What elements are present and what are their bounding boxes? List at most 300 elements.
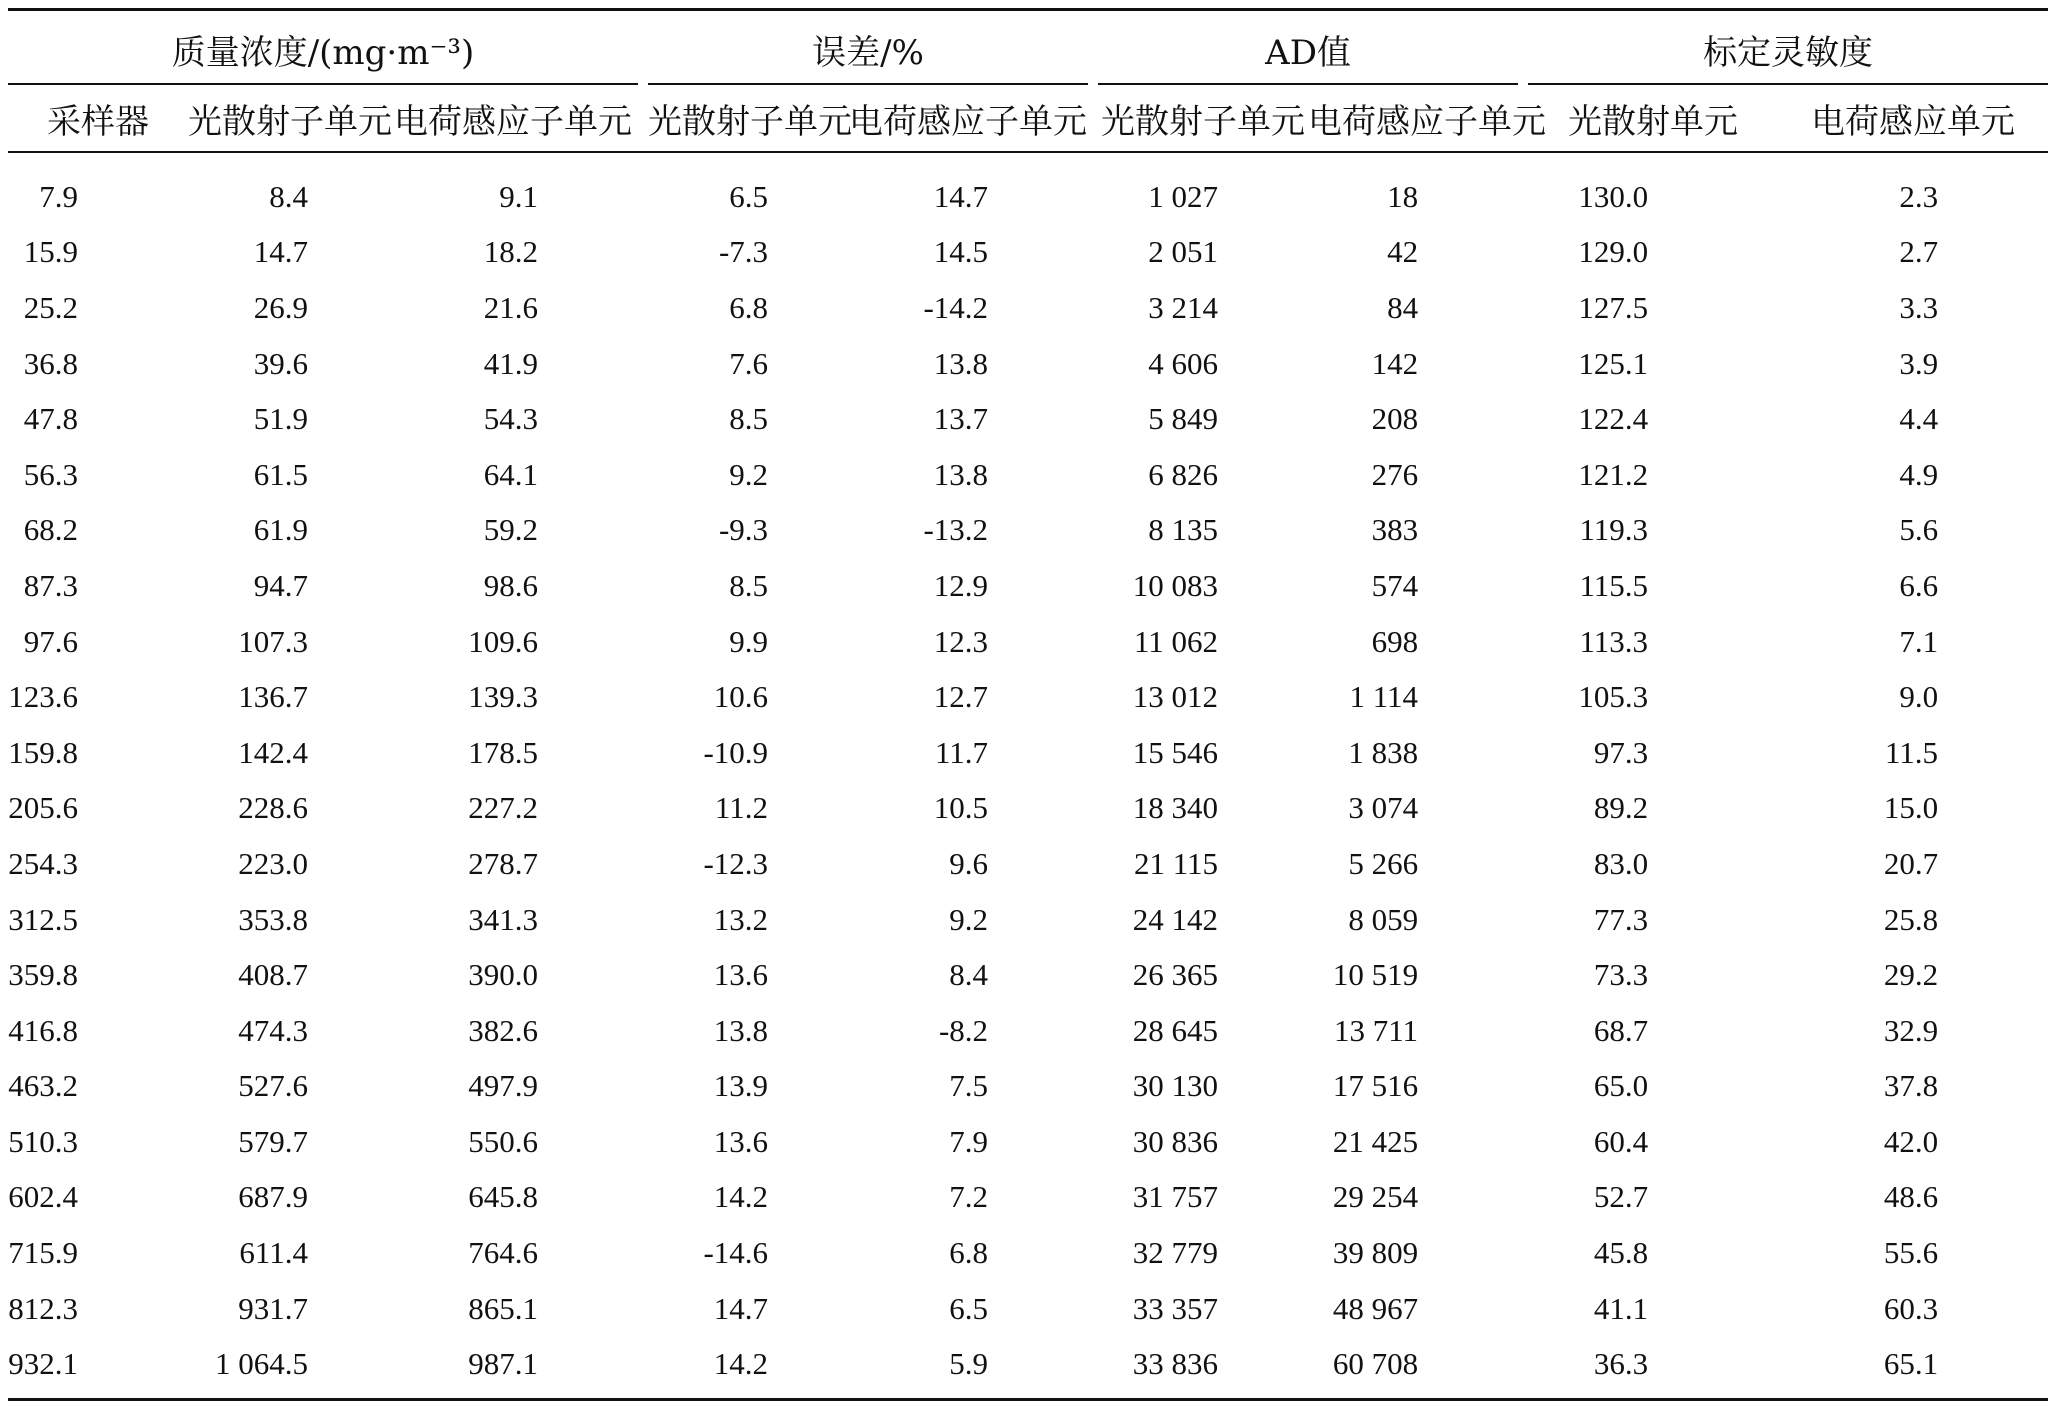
table-cell: 228.6 bbox=[238, 790, 308, 826]
group-header-calibration-sensitivity: 标定灵敏度 bbox=[1528, 10, 2048, 85]
table-cell: 497.9 bbox=[468, 1068, 539, 1104]
column-gap bbox=[1088, 1114, 1098, 1170]
table-cell: -13.2 bbox=[923, 512, 989, 548]
table-cell: 33 836 bbox=[1098, 1336, 1308, 1399]
table-cell: 3 214 bbox=[1148, 289, 1219, 325]
table-cell: 1 838 bbox=[1348, 734, 1419, 770]
table-cell: 18.2 bbox=[483, 234, 539, 270]
table-cell: 123.6 bbox=[8, 679, 78, 715]
table-cell: 602.4 bbox=[8, 1179, 78, 1215]
column-gap bbox=[638, 614, 648, 670]
table-cell: 2 051 bbox=[1148, 234, 1219, 270]
column-gap bbox=[638, 725, 648, 781]
table-cell: 11 062 bbox=[1133, 623, 1219, 659]
column-gap bbox=[638, 391, 648, 447]
table-cell: 416.8 bbox=[8, 1012, 78, 1048]
table-cell: 9.9 bbox=[729, 623, 769, 659]
table-cell: 45.8 bbox=[1593, 1235, 1649, 1271]
table-body bbox=[8, 152, 2048, 1400]
table-row bbox=[8, 1003, 2048, 1059]
table-cell: -7.3 bbox=[718, 234, 769, 270]
table-cell: 14.7 bbox=[253, 234, 308, 270]
group-header-row bbox=[8, 10, 2048, 85]
column-gap bbox=[1518, 614, 1528, 670]
table-cell: 5 266 bbox=[1348, 845, 1419, 881]
table-cell: 14.2 bbox=[648, 1336, 848, 1399]
table-cell: 41.1 bbox=[1593, 1290, 1649, 1326]
column-gap bbox=[1088, 152, 1098, 225]
table-cell: 687.9 bbox=[238, 1179, 308, 1215]
sub-header-ad-charge-induction: 电荷感应子单元 bbox=[1308, 84, 1518, 152]
table-row bbox=[8, 558, 2048, 614]
table-cell: 32.9 bbox=[1883, 1012, 1939, 1048]
table-cell: 7.9 bbox=[949, 1123, 989, 1159]
column-gap bbox=[638, 836, 648, 892]
table-cell: 254.3 bbox=[8, 845, 78, 881]
table-cell: 11.2 bbox=[714, 790, 769, 826]
table-cell: 8.5 bbox=[729, 567, 769, 603]
table-cell: 136.7 bbox=[238, 679, 308, 715]
table-cell: 715.9 bbox=[8, 1235, 78, 1271]
table-cell: 931.7 bbox=[238, 1290, 308, 1326]
table-cell: 8.4 bbox=[269, 178, 308, 214]
table-cell: 21 425 bbox=[1332, 1123, 1419, 1159]
table-cell: 3 074 bbox=[1348, 790, 1419, 826]
table-cell: 7.5 bbox=[949, 1068, 989, 1104]
table-cell: 139.3 bbox=[468, 679, 539, 715]
table-cell: 119.3 bbox=[1579, 512, 1649, 548]
column-gap bbox=[638, 1003, 648, 1059]
table-cell: 48 967 bbox=[1332, 1290, 1419, 1326]
table-cell: 15.0 bbox=[1883, 790, 1939, 826]
table-cell: 6.5 bbox=[729, 178, 769, 214]
table-row bbox=[8, 836, 2048, 892]
column-gap bbox=[1088, 1336, 1098, 1399]
column-gap bbox=[1518, 1170, 1528, 1226]
table-cell: 6.8 bbox=[949, 1235, 989, 1271]
table-cell: 122.4 bbox=[1578, 401, 1649, 437]
column-gap bbox=[1518, 1003, 1528, 1059]
table-cell: -14.2 bbox=[923, 289, 989, 325]
table-cell: 37.8 bbox=[1883, 1068, 1939, 1104]
table-cell: 463.2 bbox=[8, 1068, 78, 1104]
table-cell: 26 365 bbox=[1132, 957, 1219, 993]
table-cell: 30 130 bbox=[1132, 1068, 1219, 1104]
table-cell: 574 bbox=[1371, 567, 1419, 603]
column-gap bbox=[1518, 225, 1528, 281]
table-cell: 48.6 bbox=[1883, 1179, 1939, 1215]
column-gap bbox=[1518, 725, 1528, 781]
column-gap bbox=[638, 336, 648, 392]
table-cell: 61.5 bbox=[253, 456, 308, 492]
table-cell: 125.1 bbox=[1578, 345, 1649, 381]
table-cell: 73.3 bbox=[1593, 957, 1649, 993]
table-cell: 39 809 bbox=[1332, 1235, 1419, 1271]
table-cell: 142 bbox=[1371, 345, 1419, 381]
table-cell: 26.9 bbox=[253, 289, 308, 325]
table-row bbox=[8, 1059, 2048, 1115]
table-cell: 6.8 bbox=[729, 289, 769, 325]
column-gap bbox=[1518, 558, 1528, 614]
table-cell: 64.1 bbox=[483, 456, 539, 492]
table-cell: 550.6 bbox=[468, 1123, 539, 1159]
column-gap bbox=[1518, 947, 1528, 1003]
table-cell: 21.6 bbox=[483, 289, 539, 325]
table-cell: 178.5 bbox=[468, 734, 539, 770]
table-cell: 14.2 bbox=[713, 1179, 769, 1215]
table-cell: 4 606 bbox=[1148, 345, 1219, 381]
table-cell: 11.7 bbox=[934, 734, 989, 770]
table-cell: 47.8 bbox=[23, 401, 78, 437]
sub-header-ad-light-scatter: 光散射子单元 bbox=[1098, 84, 1308, 152]
column-gap bbox=[1088, 558, 1098, 614]
table-row bbox=[8, 1281, 2048, 1337]
table-cell: 4.4 bbox=[1899, 401, 1939, 437]
table-cell: 107.3 bbox=[238, 623, 308, 659]
table-cell: 83.0 bbox=[1593, 845, 1649, 881]
table-cell: 5.6 bbox=[1899, 512, 1939, 548]
table-cell: 4.9 bbox=[1899, 456, 1939, 492]
table-cell: 127.5 bbox=[1578, 289, 1649, 325]
sub-header-error-light-scatter: 光散射子单元 bbox=[648, 84, 848, 152]
table-cell: 30 836 bbox=[1132, 1123, 1219, 1159]
group-header-mass-concentration: 质量浓度/(mg·m⁻³) bbox=[8, 10, 638, 85]
table-cell: 42 bbox=[1387, 234, 1419, 270]
table-cell: 13.6 bbox=[713, 957, 769, 993]
column-gap bbox=[1088, 1225, 1098, 1281]
table-cell: 121.2 bbox=[1578, 456, 1649, 492]
column-gap bbox=[1088, 781, 1098, 837]
table-cell: 9.2 bbox=[729, 456, 769, 492]
table-cell: 7.2 bbox=[949, 1179, 989, 1215]
table-cell: 25.8 bbox=[1883, 901, 1939, 937]
table-cell: 14.5 bbox=[933, 234, 989, 270]
table-cell: 932.1 bbox=[8, 1336, 188, 1399]
sub-header-sensitivity-light-scatter: 光散射单元 bbox=[1528, 84, 1778, 152]
table-cell: 65.0 bbox=[1593, 1068, 1649, 1104]
column-gap bbox=[1088, 225, 1098, 281]
table-cell: 205.6 bbox=[8, 790, 78, 826]
table-cell: 5 849 bbox=[1148, 401, 1219, 437]
column-gap bbox=[638, 669, 648, 725]
table-row bbox=[8, 280, 2048, 336]
table-cell: 10 519 bbox=[1332, 957, 1419, 993]
table-row bbox=[8, 152, 2048, 225]
table-row bbox=[8, 1114, 2048, 1170]
table-cell: 579.7 bbox=[238, 1123, 308, 1159]
column-gap bbox=[1518, 503, 1528, 559]
table-cell: 359.8 bbox=[8, 957, 78, 993]
table-cell: 812.3 bbox=[8, 1290, 78, 1326]
table-cell: 12.9 bbox=[933, 567, 989, 603]
table-cell: 527.6 bbox=[238, 1068, 308, 1104]
table-cell: 159.8 bbox=[8, 734, 78, 770]
table-row bbox=[8, 725, 2048, 781]
table-row bbox=[8, 781, 2048, 837]
table-cell: 12.3 bbox=[933, 623, 989, 659]
table-cell: 98.6 bbox=[483, 567, 539, 603]
column-gap bbox=[1518, 781, 1528, 837]
column-gap bbox=[1518, 1114, 1528, 1170]
table-cell: 227.2 bbox=[468, 790, 539, 826]
table-cell: 2.3 bbox=[1899, 178, 1939, 214]
table-cell: 9.0 bbox=[1899, 679, 1939, 715]
table-row bbox=[8, 336, 2048, 392]
table-cell: 611.4 bbox=[239, 1235, 308, 1271]
table-cell: 645.8 bbox=[468, 1179, 539, 1215]
table-cell: 6.5 bbox=[949, 1290, 989, 1326]
table-cell: 41.9 bbox=[483, 345, 539, 381]
table-cell: 68.2 bbox=[23, 512, 78, 548]
column-gap bbox=[1088, 836, 1098, 892]
column-gap bbox=[1518, 1281, 1528, 1337]
table-cell: 13.9 bbox=[713, 1068, 769, 1104]
table-cell: 13.8 bbox=[933, 345, 989, 381]
table-cell: 7.6 bbox=[729, 345, 769, 381]
table-cell: 142.4 bbox=[238, 734, 308, 770]
column-gap bbox=[1518, 669, 1528, 725]
table-cell: 68.7 bbox=[1593, 1012, 1649, 1048]
table-cell: 59.2 bbox=[483, 512, 539, 548]
column-gap bbox=[1088, 280, 1098, 336]
table-cell: 25.2 bbox=[23, 289, 78, 325]
table-cell: 9.2 bbox=[949, 901, 989, 937]
table-row bbox=[8, 503, 2048, 559]
table-cell: 115.5 bbox=[1579, 567, 1649, 603]
group-header-ad-value: AD值 bbox=[1098, 10, 1518, 85]
table-cell: 84 bbox=[1387, 289, 1419, 325]
table-cell: 39.6 bbox=[253, 345, 308, 381]
column-gap bbox=[1088, 447, 1098, 503]
table-cell: 13.6 bbox=[713, 1123, 769, 1159]
table-cell: 382.6 bbox=[468, 1012, 539, 1048]
table-cell: 65.1 bbox=[1778, 1336, 2048, 1399]
table-cell: 8.5 bbox=[729, 401, 769, 437]
table-cell: 14.7 bbox=[713, 1290, 769, 1326]
column-gap bbox=[1088, 947, 1098, 1003]
table-cell: 21 115 bbox=[1133, 845, 1219, 881]
table-cell: 13.8 bbox=[713, 1012, 769, 1048]
table-cell: 408.7 bbox=[238, 957, 308, 993]
table-cell: 8.4 bbox=[949, 957, 989, 993]
table-row bbox=[8, 614, 2048, 670]
column-gap bbox=[638, 225, 648, 281]
column-gap bbox=[1088, 892, 1098, 948]
table-row bbox=[8, 447, 2048, 503]
column-gap bbox=[1518, 892, 1528, 948]
table-cell: 9.1 bbox=[499, 178, 539, 214]
table-cell: 13.7 bbox=[933, 401, 989, 437]
table-cell: -10.9 bbox=[703, 734, 769, 770]
table-cell: 13 711 bbox=[1333, 1012, 1419, 1048]
table-cell: 29.2 bbox=[1883, 957, 1939, 993]
table-cell: 2.7 bbox=[1899, 234, 1939, 270]
table-cell: -8.2 bbox=[938, 1012, 989, 1048]
table-cell: 60.3 bbox=[1883, 1290, 1939, 1326]
table-cell: -14.6 bbox=[703, 1235, 769, 1271]
table-row bbox=[8, 947, 2048, 1003]
column-gap bbox=[1088, 614, 1098, 670]
column-gap bbox=[1518, 1225, 1528, 1281]
table-cell: 11.5 bbox=[1884, 734, 1939, 770]
table-cell: 36.3 bbox=[1528, 1336, 1778, 1399]
column-gap bbox=[638, 152, 648, 225]
table-cell: 383 bbox=[1371, 512, 1419, 548]
table-cell: -9.3 bbox=[718, 512, 769, 548]
table-cell: 54.3 bbox=[483, 401, 539, 437]
column-gap bbox=[1518, 391, 1528, 447]
table-cell: 55.6 bbox=[1883, 1235, 1939, 1271]
table-cell: 10 083 bbox=[1132, 567, 1219, 603]
table-cell: 698 bbox=[1371, 623, 1419, 659]
column-gap bbox=[638, 503, 648, 559]
table-cell: 278.7 bbox=[468, 845, 539, 881]
column-gap bbox=[1088, 503, 1098, 559]
column-gap bbox=[1088, 669, 1098, 725]
table-cell: 60.4 bbox=[1593, 1123, 1649, 1159]
table-cell: 9.6 bbox=[949, 845, 989, 881]
table-cell: 18 340 bbox=[1132, 790, 1219, 826]
table-cell: 20.7 bbox=[1883, 845, 1939, 881]
table-cell: 474.3 bbox=[238, 1012, 308, 1048]
column-gap bbox=[638, 947, 648, 1003]
table-cell: 77.3 bbox=[1593, 901, 1649, 937]
table-row bbox=[8, 669, 2048, 725]
column-gap bbox=[638, 1336, 648, 1399]
table-cell: 29 254 bbox=[1332, 1179, 1419, 1215]
sub-header-sensitivity-charge-induction: 电荷感应单元 bbox=[1778, 84, 2048, 152]
table-cell: 10.5 bbox=[933, 790, 989, 826]
table-cell: 865.1 bbox=[468, 1290, 539, 1326]
table-cell: 32 779 bbox=[1132, 1235, 1219, 1271]
table-cell: 15.9 bbox=[23, 234, 78, 270]
column-gap bbox=[1088, 1281, 1098, 1337]
column-gap bbox=[638, 1225, 648, 1281]
table-cell: 341.3 bbox=[468, 901, 539, 937]
table-cell: 1 027 bbox=[1148, 178, 1219, 214]
table-cell: 13.8 bbox=[933, 456, 989, 492]
column-gap bbox=[638, 781, 648, 837]
table-cell: 89.2 bbox=[1593, 790, 1649, 826]
table-cell: 12.7 bbox=[933, 679, 989, 715]
table-cell: 7.1 bbox=[1899, 623, 1939, 659]
table-cell: 105.3 bbox=[1578, 679, 1649, 715]
column-gap bbox=[1088, 725, 1098, 781]
column-gap bbox=[638, 447, 648, 503]
table-cell: 5.9 bbox=[848, 1336, 1088, 1399]
table-cell: 8 059 bbox=[1348, 901, 1419, 937]
column-gap bbox=[638, 1170, 648, 1226]
sub-header-light-scatter: 光散射子单元 bbox=[188, 84, 388, 152]
table-cell: 1 114 bbox=[1349, 679, 1419, 715]
column-gap bbox=[1518, 836, 1528, 892]
table-cell: 14.7 bbox=[933, 178, 989, 214]
table-row bbox=[8, 391, 2048, 447]
table-cell: 28 645 bbox=[1132, 1012, 1219, 1048]
column-gap bbox=[1088, 336, 1098, 392]
table-cell: 3.3 bbox=[1899, 289, 1939, 325]
column-gap bbox=[638, 892, 648, 948]
column-gap bbox=[638, 1059, 648, 1115]
table-cell: 510.3 bbox=[8, 1123, 78, 1159]
table-cell: 18 bbox=[1387, 178, 1419, 214]
table-cell: 987.1 bbox=[388, 1336, 638, 1399]
table-cell: 7.9 bbox=[39, 178, 78, 214]
column-gap bbox=[1518, 1059, 1528, 1115]
table-row bbox=[8, 225, 2048, 281]
table-cell: -12.3 bbox=[703, 845, 769, 881]
column-gap bbox=[1518, 447, 1528, 503]
sub-header-sampler: 采样器 bbox=[8, 84, 188, 152]
table-cell: 24 142 bbox=[1132, 901, 1219, 937]
table-cell: 94.7 bbox=[253, 567, 308, 603]
column-gap bbox=[1518, 336, 1528, 392]
table-cell: 60 708 bbox=[1308, 1336, 1518, 1399]
table-cell: 97.6 bbox=[23, 623, 78, 659]
table-cell: 276 bbox=[1371, 456, 1419, 492]
table-cell: 3.9 bbox=[1899, 345, 1939, 381]
column-gap bbox=[638, 1114, 648, 1170]
table-cell: 97.3 bbox=[1593, 734, 1649, 770]
table-cell: 129.0 bbox=[1578, 234, 1649, 270]
table-cell: 8 135 bbox=[1148, 512, 1219, 548]
table-cell: 6 826 bbox=[1148, 456, 1219, 492]
table-row bbox=[8, 1336, 2048, 1399]
table-cell: 33 357 bbox=[1132, 1290, 1219, 1326]
column-gap bbox=[1088, 1170, 1098, 1226]
table-cell: 353.8 bbox=[238, 901, 308, 937]
table-cell: 764.6 bbox=[468, 1235, 539, 1271]
table-cell: 13 012 bbox=[1132, 679, 1219, 715]
data-table bbox=[8, 8, 2048, 1401]
table-cell: 36.8 bbox=[23, 345, 78, 381]
table-cell: 6.6 bbox=[1899, 567, 1939, 603]
column-gap bbox=[638, 280, 648, 336]
table-cell: 56.3 bbox=[23, 456, 78, 492]
table-cell: 61.9 bbox=[253, 512, 308, 548]
table-cell: 87.3 bbox=[23, 567, 78, 603]
column-gap bbox=[1518, 1336, 1528, 1399]
table-cell: 109.6 bbox=[468, 623, 539, 659]
column-gap bbox=[1518, 280, 1528, 336]
table-cell: 208 bbox=[1371, 401, 1419, 437]
table-cell: 113.3 bbox=[1579, 623, 1649, 659]
column-gap bbox=[638, 1281, 648, 1337]
table-cell: 51.9 bbox=[253, 401, 308, 437]
table-cell: 31 757 bbox=[1132, 1179, 1219, 1215]
column-gap bbox=[638, 558, 648, 614]
table-cell: 312.5 bbox=[8, 901, 78, 937]
table-cell: 10.6 bbox=[713, 679, 769, 715]
column-gap bbox=[1088, 1059, 1098, 1115]
table-cell: 42.0 bbox=[1883, 1123, 1939, 1159]
sub-header-row bbox=[8, 84, 2048, 152]
sub-header-error-charge-induction: 电荷感应子单元 bbox=[848, 84, 1088, 152]
data-table-container bbox=[8, 8, 2048, 1401]
sub-header-charge-induction: 电荷感应子单元 bbox=[388, 84, 638, 152]
table-cell: 223.0 bbox=[238, 845, 308, 881]
column-gap bbox=[1088, 391, 1098, 447]
table-cell: 17 516 bbox=[1332, 1068, 1419, 1104]
table-row bbox=[8, 892, 2048, 948]
table-cell: 130.0 bbox=[1578, 178, 1649, 214]
table-cell: 390.0 bbox=[468, 957, 539, 993]
table-cell: 13.2 bbox=[713, 901, 769, 937]
group-header-error: 误差/% bbox=[648, 10, 1088, 85]
column-gap bbox=[1518, 152, 1528, 225]
table-cell: 52.7 bbox=[1593, 1179, 1649, 1215]
table-cell: 1 064.5 bbox=[188, 1336, 388, 1399]
